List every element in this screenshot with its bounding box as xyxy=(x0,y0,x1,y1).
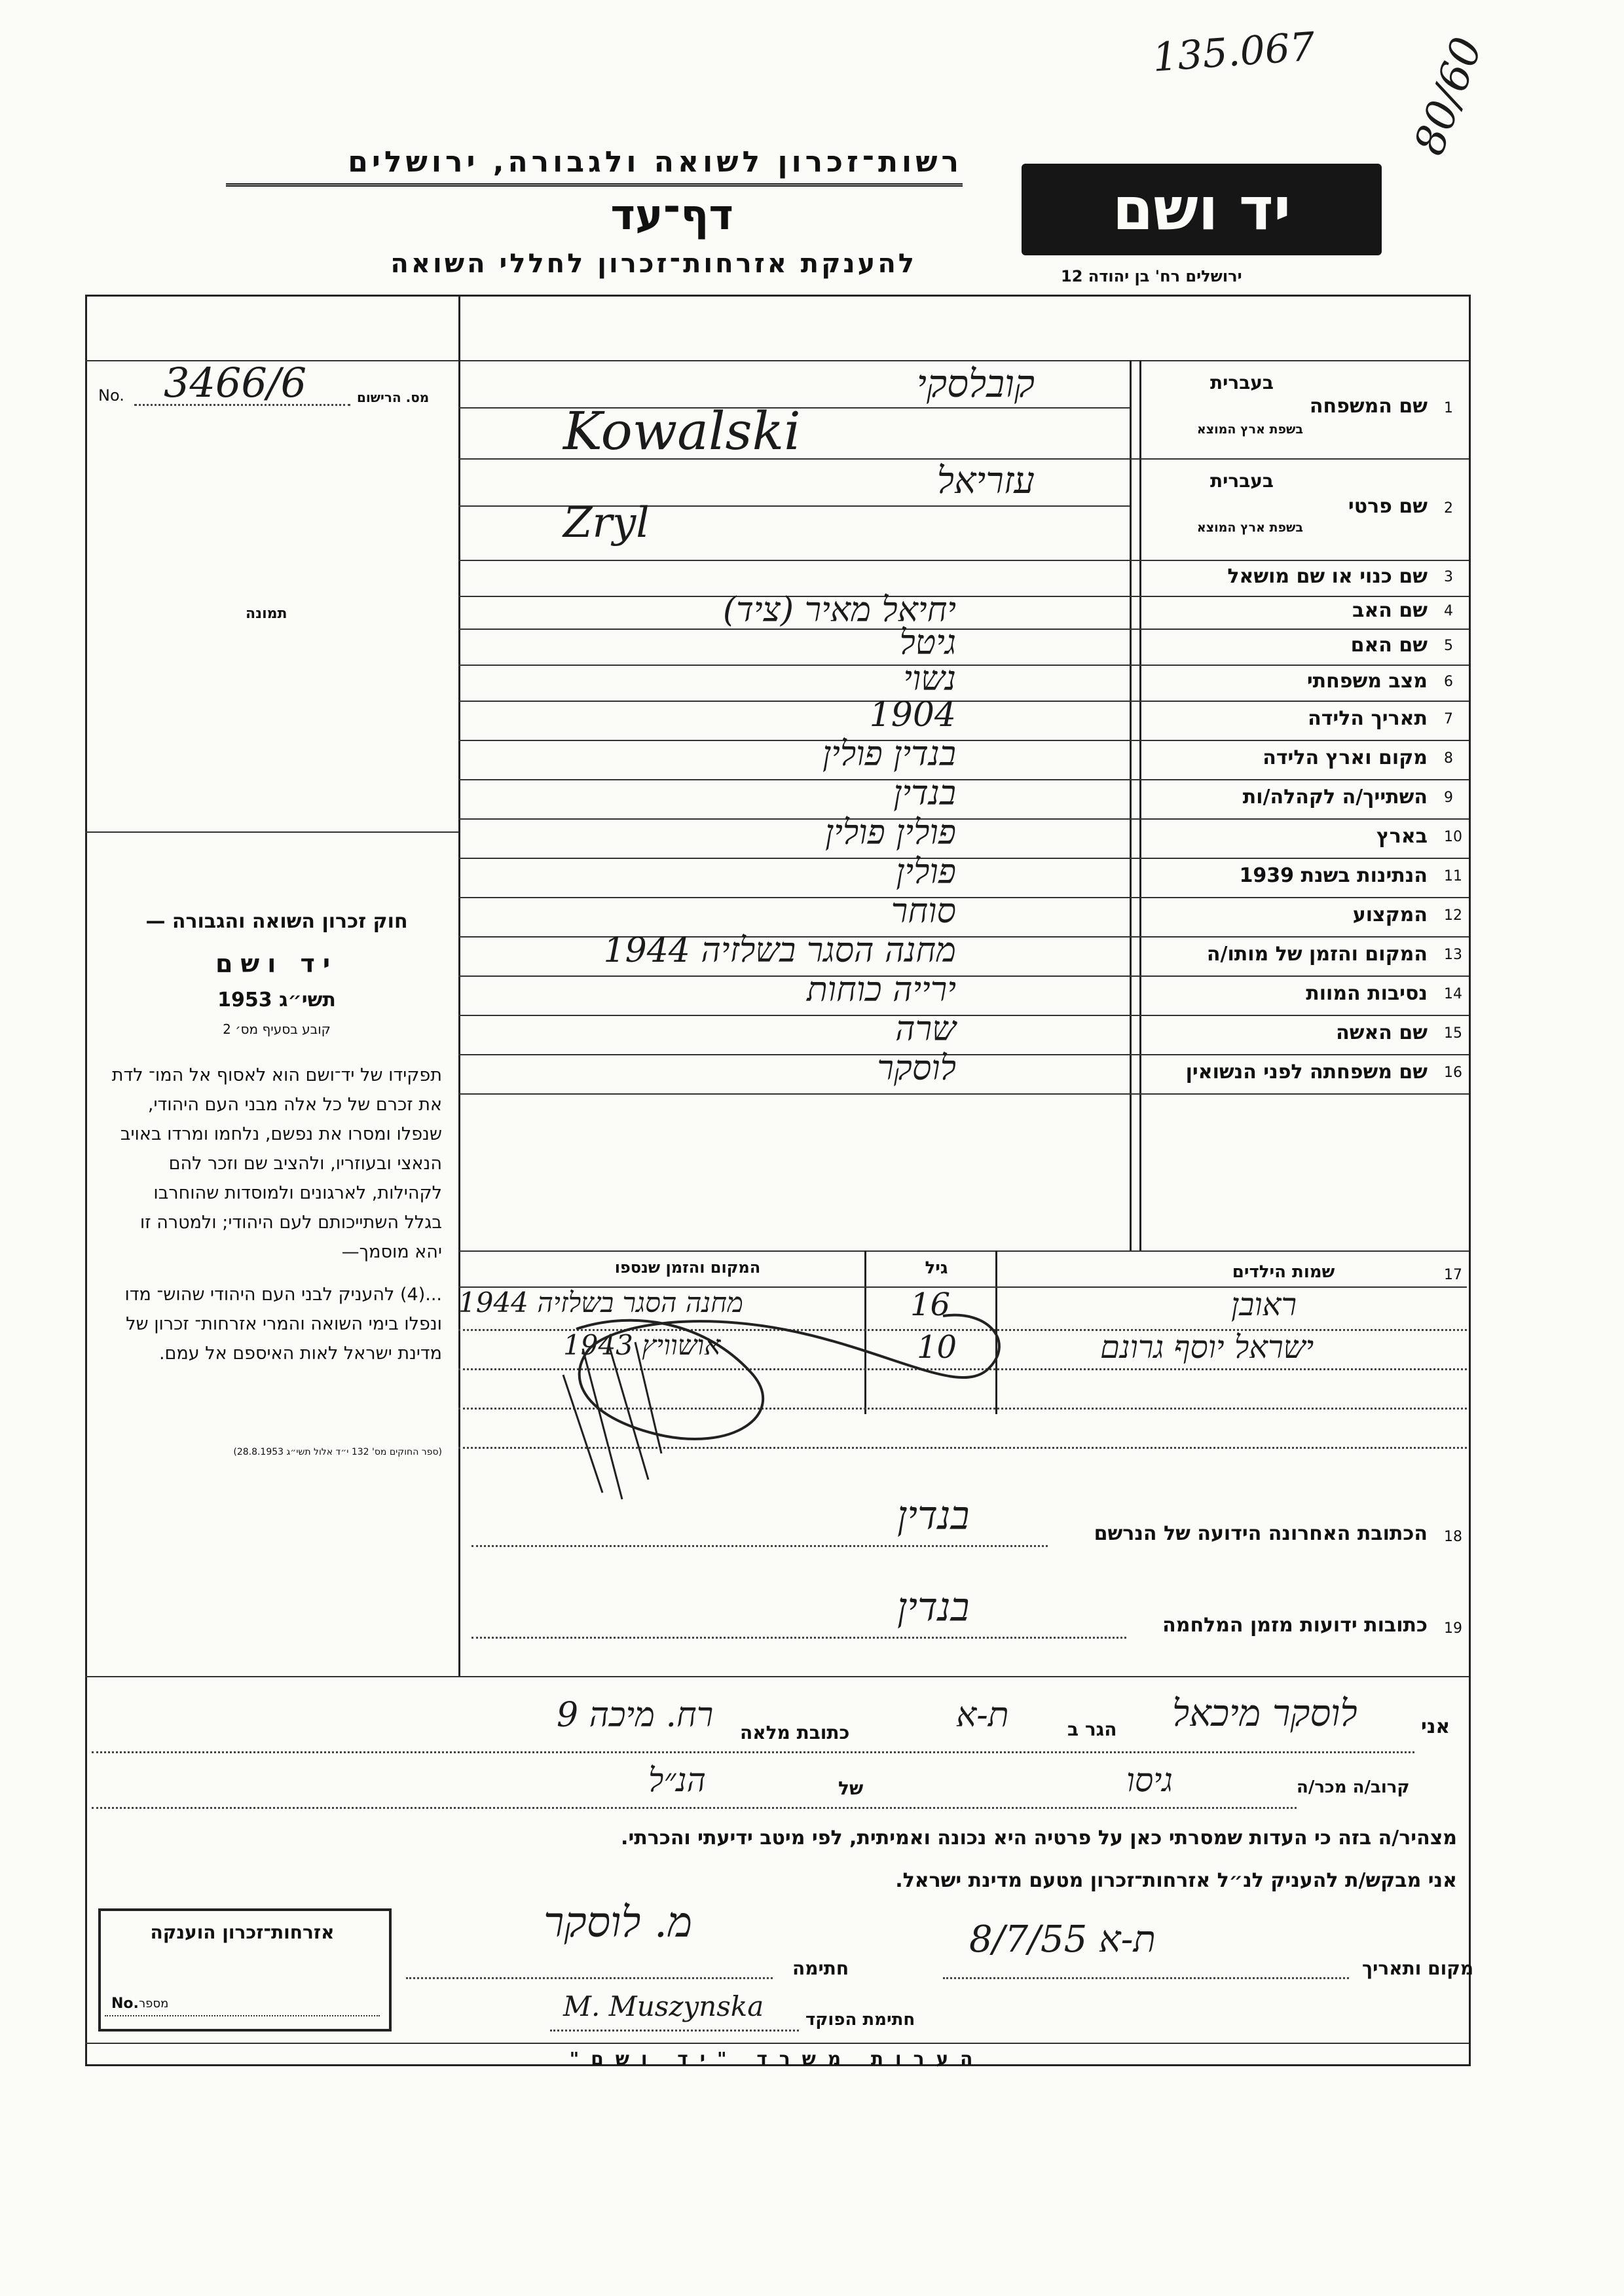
last-address-label: הכתובת האחרונה הידועה של הנרשם xyxy=(1094,1522,1428,1545)
form-subtitle: להענקת אזרחות־זכרון לחללי השואה xyxy=(390,249,917,279)
field-label-9: השתייך/ה לקהלה/ות xyxy=(1242,786,1428,809)
field-value-10: פולין פולין xyxy=(824,813,956,852)
field-number-10: 10 xyxy=(1444,829,1462,845)
field-label-14: נסיבות המוות xyxy=(1306,982,1428,1005)
field-number-11: 11 xyxy=(1444,868,1462,884)
field-number-6: 6 xyxy=(1444,673,1453,690)
child-1-place: מחנה הסגר בשלזיה 1944 xyxy=(458,1286,743,1319)
of-value: הנ״ל xyxy=(648,1761,706,1799)
law-name: יד ושם xyxy=(215,949,339,978)
resides-value: ת-א xyxy=(956,1696,1009,1735)
stamp-no: No. xyxy=(111,1995,139,2012)
wartime-address-value: בנדין xyxy=(897,1584,970,1630)
field-number-17: 17 xyxy=(1444,1267,1462,1283)
declarant-signature: מ. לוסקר xyxy=(544,1899,693,1947)
stamp-number-label: מספר xyxy=(139,1997,169,2011)
field-label-7: תאריך הלידה xyxy=(1308,707,1428,730)
authority-title: רשות־זכרון לשואה ולגבורה, ירושלים xyxy=(348,145,963,179)
yad-vashem-logo: יד ושם xyxy=(1022,164,1382,255)
last-address-value: בנדין xyxy=(897,1493,970,1539)
child-2-age: 10 xyxy=(917,1329,957,1366)
field-label-13: המקום והזמן של מותו/ה xyxy=(1206,943,1428,966)
field-number-3: 3 xyxy=(1444,568,1453,585)
archive-number: 135.067 xyxy=(1151,24,1317,81)
registration-number: 3466/6 xyxy=(164,359,307,407)
field-value-16: לוסקר xyxy=(877,1049,956,1088)
declaration-statement: מצהיר/ה בזה כי העדות שמסרתי כאן על פרטיה היא נכונה ואמיתית, לפי מיטב ידיעתי והכרתי. xyxy=(621,1827,1457,1850)
resides-label: הגר ב xyxy=(1067,1719,1117,1740)
field-number-1: 1 xyxy=(1444,400,1453,416)
child-2-name: ישראל יוסף גרונם xyxy=(1100,1329,1314,1366)
field-number-15: 15 xyxy=(1444,1025,1462,1042)
field-label-15: שם האשה xyxy=(1336,1021,1428,1044)
institution-address: ירושלים רח' בן יהודה 12 xyxy=(1061,267,1242,285)
field-number-7: 7 xyxy=(1444,711,1453,727)
place-date-label: מקום ותאריך xyxy=(1362,1958,1474,1979)
field-label-11: הנתינות בשנת 1939 xyxy=(1239,864,1428,887)
of-label: של xyxy=(838,1777,864,1799)
children-names-header: שמות הילדים xyxy=(1232,1262,1335,1282)
field-number-9: 9 xyxy=(1444,790,1453,806)
field-value-12: סוחר xyxy=(891,892,956,931)
full-address-value: רח. מיכה 9 xyxy=(557,1696,714,1735)
office-remarks: הערות משרד "יד ושם" xyxy=(569,2048,985,2069)
field-number-16: 16 xyxy=(1444,1065,1462,1081)
law-title: חוק זכרון השואה והגבורה — xyxy=(145,910,408,933)
field-value-8: בנדין פולין xyxy=(822,735,956,774)
full-address-label: כתובת מלאה xyxy=(740,1722,850,1743)
field-sublabel-origin-1: בשפת ארץ המוצא xyxy=(1196,422,1303,437)
field-value-latin-1: Kowalski xyxy=(563,401,801,462)
field-number-14: 14 xyxy=(1444,986,1462,1002)
children-place-header: המקום והזמן שנספו xyxy=(614,1258,761,1277)
field-label-2: שם פרטי xyxy=(1348,494,1428,518)
field-value-4: יחיאל מאיר (ציד) xyxy=(722,591,956,630)
field-label-6: מצב משפחתי xyxy=(1306,669,1428,693)
law-body: תפקידו של יד־ושם הוא לאסוף אל המו־ לדת את זכרם של כל אלה מבני העם היהודי, שנפלו ומסרו את נפשם, נלחמו ומרדו באויב הנאצי ובעוזריו, ולהציב שם וזכר להם לקהילות, לארגונים ולמוסדות שהוחרבו בגלל השתייכותם לעם היהודי; ולמטרה זו יהא מוסמך— xyxy=(111,1065,442,1262)
field-label-10: בארץ xyxy=(1376,825,1428,848)
law-year: תשי״ג 1953 xyxy=(217,989,336,1011)
stamp-title: אזרחות־זכרון הוענקה xyxy=(150,1922,335,1943)
field-label-12: המקצוע xyxy=(1352,903,1428,926)
field-sublabel-hebrew-2: בעברית xyxy=(1209,470,1274,492)
field-sublabel-hebrew-1: בעברית xyxy=(1209,372,1274,393)
citizenship-request: אני מבקש/ת להעניק לנ״ל אזרחות־זכרון מטעם מדינת ישראל. xyxy=(895,1869,1457,1892)
field-number-4: 4 xyxy=(1444,603,1453,619)
field-number-19: 19 xyxy=(1444,1620,1462,1637)
field-value-15: שרה xyxy=(895,1010,956,1049)
child-1-age: 16 xyxy=(910,1286,951,1323)
field-number-12: 12 xyxy=(1444,907,1462,924)
field-value-latin-2: Zryl xyxy=(563,499,650,547)
field-label-1: שם המשפחה xyxy=(1309,395,1428,418)
declarant-name: לוסקר מיכאל xyxy=(1172,1692,1357,1735)
field-label-4: שם האב xyxy=(1352,599,1428,622)
official-signature: M. Muszynska xyxy=(563,1990,764,2022)
field-value-13: מחנה הסגר בשלזיה 1944 xyxy=(603,931,956,970)
reg-no-prefix: No. xyxy=(98,386,124,405)
field-value-1: קובלסקי xyxy=(916,361,1035,406)
field-value-5: גיטל xyxy=(899,623,956,663)
field-number-13: 13 xyxy=(1444,947,1462,963)
declaration-ani: אני xyxy=(1421,1715,1450,1738)
field-label-8: מקום וארץ הלידה xyxy=(1263,746,1428,769)
relation-value: גיסו xyxy=(1126,1761,1173,1799)
field-value-9: בנדין xyxy=(893,774,956,813)
wartime-address-label: כתובות ידועות מזמן המלחמה xyxy=(1162,1614,1428,1637)
signature-label: חתימה xyxy=(792,1958,849,1979)
field-number-2: 2 xyxy=(1444,500,1453,517)
corner-mark: 80/60 xyxy=(1405,31,1492,162)
field-sublabel-origin-2: בשפת ארץ המוצא xyxy=(1196,520,1303,535)
field-value-11: פולין xyxy=(896,852,956,892)
page-title: דף־עד xyxy=(610,191,733,240)
field-number-8: 8 xyxy=(1444,750,1453,767)
child-1-name: ראובן xyxy=(1231,1286,1297,1323)
law-source: (ספר החוקים מס' 132 י״ד אלול תשי״ג 28.8.1953) xyxy=(233,1447,442,1457)
child-2-place: אושוויץ 1943 xyxy=(563,1329,721,1361)
field-number-5: 5 xyxy=(1444,637,1453,654)
registration-label: מס. הרישום xyxy=(357,390,430,405)
field-label-5: שם האם xyxy=(1350,633,1428,657)
official-signature-label: חתימת הפוקד xyxy=(805,2010,915,2030)
field-label-3: שם כנוי או שם מושאל xyxy=(1227,564,1428,588)
field-value-14: ירייה כוחות xyxy=(807,970,956,1010)
field-value-6: נשוי xyxy=(903,659,956,699)
children-age-header: גיל xyxy=(925,1258,948,1278)
place-date-value: ת-א 8/7/55 xyxy=(969,1918,1156,1961)
field-number-18: 18 xyxy=(1444,1529,1462,1545)
relation-label: קרוב/ה מכר/ה xyxy=(1297,1777,1410,1797)
handwritten-scribble xyxy=(537,1283,1061,1532)
field-value-2: עזריאל xyxy=(936,460,1035,502)
field-value-7: 1904 xyxy=(869,695,956,735)
field-label-16: שם משפחתה לפני הנשואין xyxy=(1185,1061,1428,1084)
law-clause-4: ...(4) להעניק לבני העם היהודי שהוש־ מדו ונפלו בימי השואה והמרי אזרחות־ זכרון של מדינת ישראל לאות האיספם אל עמם. xyxy=(124,1285,442,1364)
photo-label: תמונה xyxy=(246,606,287,622)
law-clause: קובע בסעיף מס׳ 2 xyxy=(223,1021,331,1037)
